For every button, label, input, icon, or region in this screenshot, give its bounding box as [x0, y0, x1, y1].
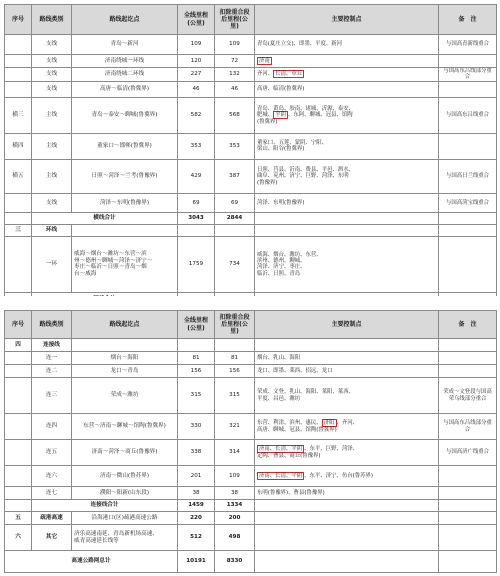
total-length-cell: 227 [178, 68, 215, 82]
subtotal-total: 3043 [178, 212, 215, 224]
col-header-category: 路线类别 [32, 311, 72, 339]
table-row [5, 159, 497, 193]
remark-cell [439, 466, 497, 487]
total-length-cell: 582 [178, 97, 215, 133]
table-row [5, 466, 497, 487]
row-no-cell [5, 35, 32, 55]
col-header-remarks: 备 注 [439, 311, 497, 339]
col-header-route: 路线起讫点 [72, 5, 178, 35]
subtotal-total: 1459 [178, 500, 215, 512]
net-length-cell: 498 [215, 525, 255, 551]
total-length-cell: 338 [178, 440, 215, 466]
remark-cell: 与国高日兰线重合 [439, 159, 497, 193]
category-cell: 连四 [32, 414, 72, 440]
section-blank [72, 224, 178, 236]
net-length-cell: 132 [215, 68, 255, 82]
control-points-cell [255, 55, 439, 68]
highlighted-control-point: 济南、长清、平阴 [259, 472, 303, 479]
remark-cell [439, 81, 497, 97]
route-cell: 烟台～海阳 [72, 352, 178, 365]
route-cell: 龙口～青岛 [72, 365, 178, 378]
total-length-cell: 156 [178, 365, 215, 378]
control-points-cell: 青岛(夏庄立交)、即墨、平度、新河 [255, 35, 439, 55]
section-no: 三 [5, 224, 32, 236]
expressway-table-bottom [4, 310, 497, 573]
table-row [5, 365, 497, 378]
highlighted-control-point: 济阳 [323, 420, 335, 427]
control-points-cell: 菏泽、东明(鲁豫界) [255, 193, 439, 212]
row-no-cell [5, 68, 32, 82]
total-length-cell: 220 [178, 512, 215, 525]
route-cell: 高唐～临清(鲁冀界) [72, 81, 178, 97]
col-header-total-length: 全线里程(公里) [178, 5, 215, 35]
col-header-control-points: 主要控制点 [255, 311, 439, 339]
section-blank [215, 339, 255, 352]
table-row [5, 487, 497, 500]
col-header-control-points: 主要控制点 [255, 5, 439, 35]
table-row [5, 378, 497, 414]
route-cell: 荣成～潍坊 [72, 378, 178, 414]
section-no: 六 [5, 525, 32, 551]
table-body-top [5, 35, 497, 306]
control-points-cell: 东营、利津、滨州、惠民、 济阳 、齐河、 高唐、聊城、冠县、馆陶(鲁冀界) [255, 414, 439, 440]
category-cell: 支线 [32, 68, 72, 82]
net-length-cell: 38 [215, 487, 255, 500]
total-length-cell: 315 [178, 378, 215, 414]
grand-total-label: 高速公路网总计 [5, 551, 178, 573]
remark-cell: 与国高东吕线部分重合 [439, 414, 497, 440]
grand-total-row [5, 551, 497, 573]
section-blank [215, 224, 255, 236]
table-row [5, 68, 497, 82]
expressway-table-top [4, 4, 497, 306]
section-row [5, 339, 497, 352]
col-header-category: 路线类别 [32, 5, 72, 35]
route-cell: 济南～微山(鲁苏界) [72, 466, 178, 487]
section-blank [439, 512, 497, 525]
net-length-cell: 109 [215, 466, 255, 487]
table-row [5, 440, 497, 466]
subtotal-net: 2844 [215, 212, 255, 224]
category-cell: 支线 [32, 55, 72, 68]
section-blank [439, 339, 497, 352]
subtotal-blank [255, 212, 439, 224]
remark-cell: 与国高济广线重合 [439, 440, 497, 466]
section-title: 疏港高速 [32, 512, 72, 525]
ring-row [5, 236, 497, 292]
remark-cell [439, 487, 497, 500]
remark-cell: 与国高青新线重合 [439, 35, 497, 55]
highlighted-control-point: 平阴 [275, 112, 286, 119]
control-points-cell: 济南、长清、平阴 、东平、济宁、鱼台(鲁苏界) [255, 466, 439, 487]
subtotal-row [5, 212, 497, 224]
table-row [5, 133, 497, 159]
remark-cell [439, 236, 497, 292]
control-points-cell: 董家口、五莲、蒙阴、宁阳、 梁山、阳谷(鲁冀界) [255, 133, 439, 159]
category-cell: 连六 [32, 466, 72, 487]
table-row [5, 352, 497, 365]
remark-cell: 与国高东吕线部分重合 [439, 68, 497, 82]
total-length-cell: 330 [178, 414, 215, 440]
col-header-no: 序号 [5, 5, 32, 35]
section-title: 连接线 [32, 339, 72, 352]
total-length-cell: 120 [178, 55, 215, 68]
control-points-cell: 青岛、黄岛、胶南、诸城、沂源、泰安、 肥城、 平阴 、东阿、聊城、冠县、馆陶 (鲁冀界) [255, 97, 439, 133]
row-no-cell [5, 352, 32, 365]
row-no-cell [5, 81, 32, 97]
section-blank [255, 525, 439, 551]
route-cell: 青岛～泰安～聊城(鲁冀界) [72, 97, 178, 133]
row-no-cell: 横三 [5, 97, 32, 133]
route-cell: 濮阳～阳新(山东段) [72, 487, 178, 500]
route-cell: 董家口～邯郸(鲁冀界) [72, 133, 178, 159]
route-cell: 青岛～新河 [72, 35, 178, 55]
control-points-cell: 高唐、临清(鲁冀界) [255, 81, 439, 97]
net-length-cell: 568 [215, 97, 255, 133]
row-no-cell [5, 55, 32, 68]
category-cell: 主线 [32, 133, 72, 159]
subtotal-row [5, 500, 497, 512]
section-blank [255, 339, 439, 352]
row-no-cell [5, 378, 32, 414]
net-length-cell: 200 [215, 512, 255, 525]
net-length-cell: 321 [215, 414, 255, 440]
route-cell: 菏泽～东明(鲁豫界) [72, 193, 178, 212]
col-header-no: 序号 [5, 311, 32, 339]
subtotal-blank [5, 212, 32, 224]
section-row [5, 525, 497, 551]
category-cell: 一环 [32, 236, 72, 292]
category-cell: 主线 [32, 97, 72, 133]
row-no-cell: 横五 [5, 159, 32, 193]
section-blank [439, 525, 497, 551]
section-no: 五 [5, 512, 32, 525]
subtotal-label: 连接线合计 [32, 500, 178, 512]
category-cell: 连七 [32, 487, 72, 500]
row-no-cell [5, 236, 32, 292]
total-length-cell: 81 [178, 352, 215, 365]
total-length-cell: 512 [178, 525, 215, 551]
subtotal-blank [439, 500, 497, 512]
highlighted-control-point: 长清、章丘 [275, 71, 303, 78]
header-row [5, 5, 497, 35]
category-cell: 连三 [32, 378, 72, 414]
remark-cell: 与国高东吕线重合 [439, 97, 497, 133]
net-length-cell: 69 [215, 193, 255, 212]
subtotal-label: 横线合计 [32, 212, 178, 224]
row-no-cell: 横四 [5, 133, 32, 159]
route-cell: 东营～济南～聊城～馆陶(鲁冀界) [72, 414, 178, 440]
table-row [5, 414, 497, 440]
control-points-cell: 威海、烟台、潍坊、东营、 滨州、德州、聊城、 菏泽、济宁、枣庄、 临沂、日照、青岛 [255, 236, 439, 292]
net-length-cell: 156 [215, 365, 255, 378]
table-row [5, 81, 497, 97]
subtotal-net: 1334 [215, 500, 255, 512]
net-length-cell: 314 [215, 440, 255, 466]
row-no-cell [5, 193, 32, 212]
section-row [5, 512, 497, 525]
remark-cell [439, 133, 497, 159]
col-header-net-length: 扣除重合段后里程(公里) [215, 311, 255, 339]
remark-cell: 荣成～文登段与国高荣乌线部分重合 [439, 378, 497, 414]
route-cell: 日照～菏泽～兰考(鲁豫界) [72, 159, 178, 193]
category-cell: 连二 [32, 365, 72, 378]
section-row [5, 224, 497, 236]
control-points-cell: 济南、长清、平阴 、东平、巨野、菏泽、 定陶、曹县、商丘(鲁豫界) [255, 440, 439, 466]
net-length-cell: 387 [215, 159, 255, 193]
net-length-cell: 734 [215, 236, 255, 292]
control-points-cell: 龙口、即墨、莱西、招远、龙口 [255, 365, 439, 378]
grand-total: 10191 [178, 551, 215, 573]
table-row [5, 55, 497, 68]
category-cell: 支线 [32, 81, 72, 97]
row-no-cell [5, 365, 32, 378]
control-points-cell: 东明(鲁豫界)、曹县(鲁豫界) [255, 487, 439, 500]
total-length-cell: 38 [178, 487, 215, 500]
route-cell: 济南绕城二环线 [72, 68, 178, 82]
total-length-cell: 201 [178, 466, 215, 487]
section-blank [439, 224, 497, 236]
category-cell: 主线 [32, 159, 72, 193]
col-header-net-length: 扣除重合段后里程(公里) [215, 5, 255, 35]
table-row [5, 97, 497, 133]
total-length-cell: 46 [178, 81, 215, 97]
category-cell: 支线 [32, 193, 72, 212]
route-cell: 济乐高速南延、青岛新机场高速、 威青高速延长线等 [72, 525, 178, 551]
row-no-cell [5, 487, 32, 500]
table-gap [0, 296, 500, 310]
col-header-remarks: 备 注 [439, 5, 497, 35]
highlighted-control-point: 济南 [259, 57, 270, 64]
remark-cell [439, 365, 497, 378]
row-no-cell [5, 466, 32, 487]
net-length-cell: 353 [215, 133, 255, 159]
total-length-cell: 429 [178, 159, 215, 193]
section-blank [439, 551, 497, 573]
header-row [5, 311, 497, 339]
net-length-cell: 109 [215, 35, 255, 55]
net-length-cell: 46 [215, 81, 255, 97]
route-cell: 济南～菏泽～商丘(鲁豫界) [72, 440, 178, 466]
control-points-cell: 荣成、文登、乳山、海阳、莱阳、莱西、 平度、昌邑、潍坊 [255, 378, 439, 414]
subtotal-blank [5, 500, 32, 512]
route-cell: 威海～烟台～潍坊～东营～滨 州～德州～聊城～菏泽～济宁～ 枣庄～临沂～日照～青岛～烟 台～威海 [72, 236, 178, 292]
net-length-cell: 315 [215, 378, 255, 414]
category-cell: 连五 [32, 440, 72, 466]
subtotal-blank [255, 500, 439, 512]
section-blank [178, 339, 215, 352]
table-body-bottom [5, 339, 497, 573]
section-blank [255, 512, 439, 525]
category-cell: 连一 [32, 352, 72, 365]
col-header-total-length: 全线里程(公里) [178, 311, 215, 339]
net-length-cell: 72 [215, 55, 255, 68]
section-blank [255, 551, 439, 573]
remark-cell [439, 55, 497, 68]
table-row [5, 193, 497, 212]
total-length-cell: 109 [178, 35, 215, 55]
subtotal-blank [439, 212, 497, 224]
category-cell: 支线 [32, 35, 72, 55]
control-points-cell: 烟台、乳山、海阳 [255, 352, 439, 365]
row-no-cell [5, 440, 32, 466]
section-title: 其它 [32, 525, 72, 551]
route-cell: 济南绕城一环线 [72, 55, 178, 68]
section-no: 四 [5, 339, 32, 352]
table-row [5, 35, 497, 55]
section-title: 环线 [32, 224, 72, 236]
total-length-cell: 353 [178, 133, 215, 159]
control-points-cell: 齐河、 长清、章丘 [255, 68, 439, 82]
section-blank [72, 339, 178, 352]
remark-cell: 与国高菏宝线重合 [439, 193, 497, 212]
grand-net: 8330 [215, 551, 255, 573]
total-length-cell: 1759 [178, 236, 215, 292]
net-length-cell: 81 [215, 352, 255, 365]
route-cell: 沿海港口(区)疏港高速公路 [72, 512, 178, 525]
col-header-route: 路线起讫点 [72, 311, 178, 339]
total-length-cell: 69 [178, 193, 215, 212]
row-no-cell [5, 414, 32, 440]
control-points-cell: 日照、莒县、沂南、费县、平邑、泗水、 曲阜、兖州、济宁、巨野、菏泽、东明 (鲁豫界) [255, 159, 439, 193]
section-blank [178, 224, 215, 236]
section-blank [255, 224, 439, 236]
remark-cell [439, 352, 497, 365]
highlighted-control-point: 济南、长清、平阴 [259, 446, 303, 453]
